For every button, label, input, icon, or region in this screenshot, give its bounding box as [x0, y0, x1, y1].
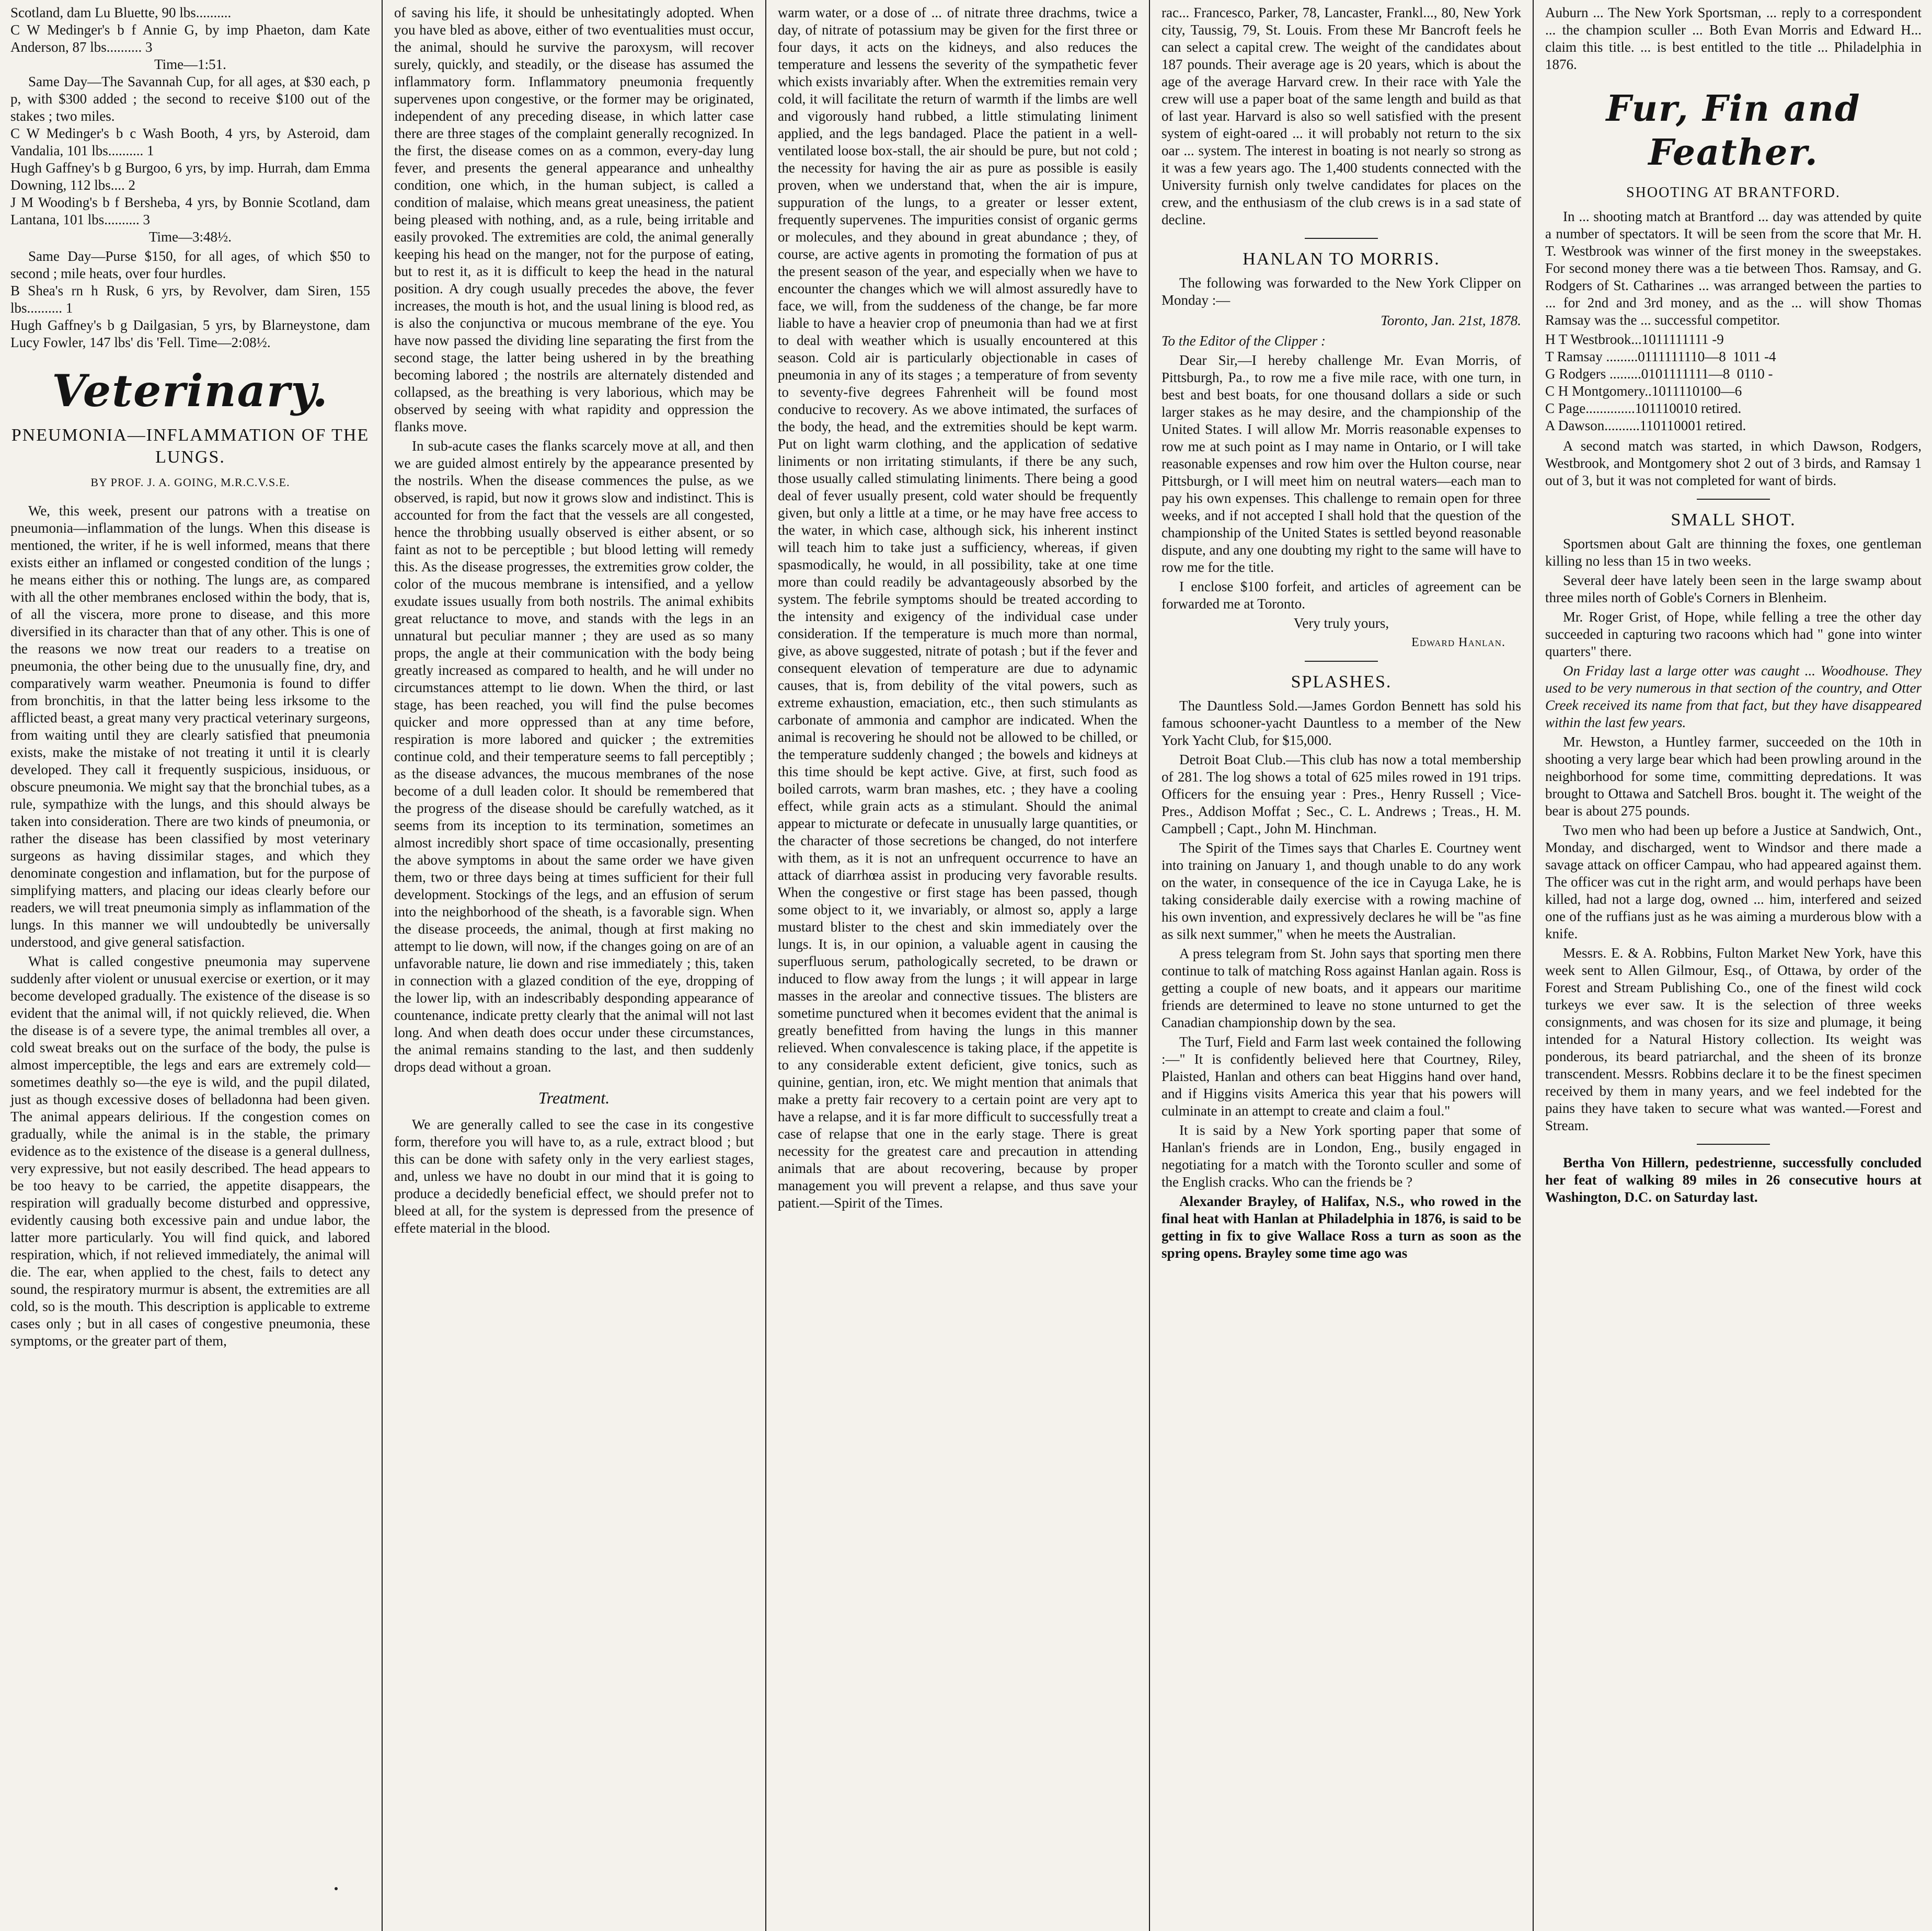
shooting-heading: SHOOTING AT BRANTFORD.	[1626, 185, 1841, 201]
small-shot-item: Bertha Von Hillern, pedestrienne, successfully concluded her feat of walking 89 miles in 26 consecutive hours at Washington, D.C. on Saturday last.	[1545, 1155, 1922, 1205]
race-entry: Same Day—The Savannah Cup, for all ages, at $30 each, p p, with $300 added ; the second to receive $100 out of the stakes ; two miles.	[10, 74, 370, 124]
ink-speck	[335, 1887, 338, 1890]
small-shot-item: Messrs. E. & A. Robbins, Fulton Market New York, have this week sent to Allen Gilmour, Esq., of Ottawa, by order of the Forest and Stream Publishing Co., one of the finest wild cock turkeys we ever saw. It is the selection of three weeks consignments, and was chosen for its size and plumage, it being intended for a Natural History collection. Its weight was ponderous, its beard patriarchal, and the sheen of its bronze transcendent. Messrs. Robbins declare it to be the finest specimen received by them in many years, and we feel indebted for the pains they have taken to secure what was wanted.—Forest and Stream.	[1545, 945, 1922, 1133]
score-row: A Dawson..........110110001 retired.	[1545, 418, 1746, 433]
column-rule	[765, 0, 766, 1931]
race-entry: C W Medinger's b c Wash Booth, 4 yrs, by Asteroid, dam Vandalia, 101 lbs.......... 1	[10, 125, 370, 158]
article-byline: BY PROF. J. A. GOING, M.R.C.V.S.E.	[90, 476, 290, 489]
column-rule	[1533, 0, 1534, 1931]
section-divider	[1697, 1144, 1770, 1145]
race-entry: Hugh Gaffney's b g Dailgasian, 5 yrs, by Blarneystone, dam Lucy Fowler, 147 lbs' dis 'Fell. Time—2:08½.	[10, 317, 370, 350]
race-time: Time—3:48½.	[148, 229, 232, 245]
small-shot-heading: SMALL SHOT.	[1671, 510, 1796, 530]
splash-item: Alexander Brayley, of Halifax, N.S., who rowed in the final heat with Hanlan at Philadelphia in 1876, is said to be getting in fix to give Wallace Ross a turn as soon as the spring opens. Brayley some time ago was	[1162, 1193, 1521, 1261]
race-result-line: C W Medinger's b f Annie G, by imp Phaeton, dam Kate Anderson, 87 lbs.......... 3	[10, 22, 370, 55]
splash-item: The Spirit of the Times says that Charles E. Courtney went into training on January 1, and though unable to do any work on the water, in consequence of the ice in Cayuga Lake, he is taking considerable daily exercise with a rowing machine of his own invention, and expressively declares he will be "as fine as silk next summer," when he meets the Australian.	[1162, 840, 1521, 942]
score-row: C H Montgomery..1011110100—6	[1545, 383, 1742, 399]
splash-item: The Dauntless Sold.—James Gordon Bennett has sold his famous schooner-yacht Dauntless to a member of the New York Yacht Club, for $15,000.	[1162, 698, 1521, 748]
article-paragraph: In sub-acute cases the flanks scarcely move at all, and then we are guided almost entirely by the appearance presented by the nostrils. When the disease commences the pulse, as we observed, is rapid, but now it grows slow and indistinct. This is accounted for from the fact that the vessels are all congested, hence the throbbing usually observed is either absent, or so faint as not to be perceptible ; but blood letting will remedy this. As the disease progresses, the extremities grow colder, the color of the mucous membrane is intensified, and a yellow exudate issues usually from both nostrils. The animal exhibits great reluctance to move, and stands with the legs in an unnatural but peculiar manner ; they are used as so many props, the angle at their communication with the body being greatly increased as compared to health, and he will under no circumstances attempt to lie down. When the third, or last stage, has been reached, you will find the pulse becomes quicker and more oppressed than at any time before, respiration is more labored and quicker ; the extremities continue cold, and their temperature seems to fall perceptibly ; as the disease advances, the mucous membranes of the nose become of a dull leaden color. It should be remembered that the progress of the disease should be carefully watched, as it seems from its inception to its termination, sometimes an almost incredibly short space of time occasionally, presenting the above symptoms in about the same order we have given them, two or three days being at times sufficient for their full development. Stockings of the legs, and an effusion of serum into the neighborhood of the sheath, is a favorable sign. When the disease proceeds, the animal, though at first making no attempt to lie down, will now, if the changes going on are of an unfavorable nature, lie down and rise immediately ; this, taken in connection with a glazed condition of the eye, dropping of the lower lip, with an indescribably desponding appearance of countenance, indicate pretty clearly that the animal will not last long. And when death does occur under these circumstances, the animal remains standing to the last, and then suddenly drops dead without a groan.	[394, 438, 754, 1075]
hanlan-intro: The following was forwarded to the New York Clipper on Monday :—	[1162, 275, 1521, 308]
column-rule	[1149, 0, 1150, 1931]
race-time: Time—1:51.	[154, 56, 226, 72]
race-entry: Hugh Gaffney's b g Burgoo, 6 yrs, by imp. Hurrah, dam Emma Downing, 112 lbs.... 2	[10, 160, 370, 193]
department-heading-fur-fin-feather: Fur, Fin and Feather.	[1606, 88, 1861, 174]
score-row: G Rodgers .........0101111111—8 0110 -	[1545, 366, 1773, 382]
article-title: PNEUMONIA—INFLAMMATION OF THE LUNGS.	[11, 426, 370, 467]
shooting-paragraph: A second match was started, in which Dawson, Rodgers, Westbrook, and Montgomery shot 2 out of 3 birds, and Ramsay 1 out of 3, but it was not completed for want of birds.	[1545, 438, 1922, 488]
race-results	[10, 73, 370, 351]
race-entry: B Shea's rn h Rusk, 6 yrs, by Revolver, dam Siren, 155 lbs.......... 1	[10, 283, 370, 316]
hanlan-dateline: Toronto, Jan. 21st, 1878.	[1381, 313, 1521, 328]
hanlan-heading: HANLAN TO MORRIS.	[1243, 249, 1440, 269]
small-shot-item: Several deer have lately been seen in the large swamp about three miles north of Goble's Corners in Blenheim.	[1545, 572, 1922, 605]
hanlan-closing: Very truly yours,	[1293, 615, 1389, 631]
small-shot-item: Sportsmen about Galt are thinning the foxes, one gentleman killing no less than 15 in two weeks.	[1545, 536, 1922, 569]
small-shot-item: Two men who had been up before a Justice at Sandwich, Ont., Monday, and discharged, went to Windsor and there made a savage attack on officer Campau, who had appeared against them. The officer was cut in the right arm, and would perhaps have been killed, had not a large dog, owned ... him, interfered and seized one of the ruffians just as he was aiming a murderous blow with a knife.	[1545, 822, 1922, 941]
column-2	[384, 0, 764, 1931]
section-divider	[1697, 499, 1770, 500]
treatment-subheading: Treatment.	[538, 1088, 610, 1107]
column-rule	[382, 0, 383, 1931]
race-results-top	[10, 4, 370, 73]
department-heading-veterinary: Veterinary.	[52, 365, 329, 417]
column-1	[0, 0, 381, 1931]
score-row: H T Westbrook...1011111111 -9	[1545, 331, 1724, 347]
article-paragraph: of saving his life, it should be unhesitatingly adopted. When you have bled as above, either of two eventualities must occur, the animal, should he survive the paroxysm, will recover surely, quickly, and steadily, or the disease has assumed the inflammatory form. Inflammatory pneumonia frequently supervenes upon congestive, or the former may be originated, independent of any preceding disease, in which latter case there are three stages of the complaint generally recognized. In the first, the disease comes on as a common, every-day lung fever, and presents the general appearance and unhealthy condition, one which, in the human subject, is called a condition of malaise, which means great uneasiness, the patient being pleased with nothing, and, as a rule, being irritable and easily provoked. The extremities are cold, the animal generally keeping his head on the manger, not for the purpose of eating, but to rest it, as it is difficult to keep the head in the natural position. A dry cough usually precedes the above, the fever increases, the mouth is hot, and the usual lining is blood red, as is also the conjunctiva or mucous membrane of the eye. You have now passed the dividing line separating the first from the second stage, the latter being ushered in by the breathing becoming labored ; the nostrils are alternately distended and collapsed, as the breathing is very laborious, which may be observed by seeing with what rapidity and oppression the flanks move.	[394, 5, 754, 434]
hanlan-salutation: To the Editor of the Clipper :	[1162, 333, 1326, 349]
column-5	[1535, 0, 1932, 1931]
shooting-paragraph: In ... shooting match at Brantford ... day was attended by quite a number of spectators. It will be seen from the score that Mr. H. T. Westbrook was winner of the first money in the sweepstakes. For second money there was a tie between Thos. Ramsay, and G. Rodgers of St. Catharines ... was arranged between the parties to ... for 2nd and 3rd money, and as the ... will show Thomas Ramsay was the ... successful competitor.	[1545, 209, 1922, 328]
section-divider	[1305, 238, 1378, 239]
hanlan-signature: Edward Hanlan.	[1411, 636, 1505, 649]
sportsman-paragraph: Auburn ... The New York Sportsman, ... reply to a correspondent ... the champion sculler ... Both Evan Morris and Edward H... claim this title. ... is best entitled to the title ... Philadelphia in 1876.	[1545, 5, 1922, 72]
section-divider	[1305, 661, 1378, 662]
article-paragraph: warm water, or a dose of ... of nitrate three drachms, twice a day, of nitrate of potassium may be given for the first three or four days, it acts on the kidneys, and also reduces the temperature and lessens the severity of the sympathetic fever which exists invariably after. When the extremities remain very cold, it will facilitate the return of warmth if the limbs are well and vigorously hand rubbed, a little stimulating liniment applied, and the legs bandaged. Place the patient in a well-ventilated loose box-stall, the air should be pure, but not cold ; the necessity for having the air as pure as possible is easily proven, when we understand that, when the air is impure, suppuration of the lungs, to a greater or lesser extent, frequently supervenes. The impurities consist of organic germs or molecules, and they abound in great abundance ; they, of course, are active agents in promoting the formation of pus at the present season of the year, and especially when we have to encounter the changes which we will almost assuredly have to face, we will, from the suddeness of the change, be far more liable to have a heavier crop of pneumonia than had we at first to deal with weather which is usually encountered at this season. Cold air is particularly objectionable in cases of pneumonia in any of its stages ; a temperature of from seventy to seventy-five degrees Fahrenheit will be found most conducive to recovery. As we above intimated, the surfaces of the body, the head, and the extremities should be kept warm. Put on light warm clothing, and the application of sedative liniments or non irritating stimulants, if there be any such, those usually called stimulating liniments. There being a good deal of fever usually present, cold water should be frequently given, but only a little at a time, or he may have free access to the water, in which case, although sick, his inherent instinct will teach him to take just a sufficiency, whereas, if given spasmodically, he would, in all possibility, take at one time more than could readily be advantageously absorbed by the system. The febrile symptoms should be treated according to the intensity and exigency of the individual case under consideration. If the temperature is much more than normal, give, as above suggested, nitrate of potash ; but if the fever and consequent elevation of temperature are due to adynamic causes, that is, from debility of the vital powers, such as extreme exhaustion, emaciation, etc., then such stimulants as carbonate of ammonia and camphor are indicated. When the animal is recovering he should not be allowed to be chilled, or the temperature suddenly changed ; the bowels and kidneys at this time should be kept active. Give, at first, such food as boiled carrots, warm bran mashes, etc. ; they have a cooling effect, while grain acts as a stimulant. Should the animal appear to micturate or defecate in unusually large quantities, or the character of those secretions be changed, do not interfere with them, as it is not an unfrequent occurrence to have an attack of diarrhœa assist in producing very favorable results. When the congestive or first stage has been passed, though some object to it, we invariably, or almost so, apply a large mustard blister to the chest and skin immediately over the lungs. It is, in our opinion, a valuable agent in causing the superfluous serum, pathologically secreted, to be drawn or induced to flow away from the lungs ; it will appear in large masses in the areolar and connective tissues. The blisters are sometime punctured when it becomes evident that the animal is greatly benefitted from having the lungs in this manner relieved. When convalescence is taking place, if the appetite is to any considerable extent deficient, give tonics, such as quinine, gentian, iron, etc. We might mention that animals that make a pretty fair recovery to a certain point are very apt to have a relapse, and it is far more difficult to successfully treat a case of relapse that one in the early stage. There is great necessity for the greatest care and precaution in attending animals that are about recovering, because by proper management you will prevent a relapse, and thus save your patient.—Spirit of the Times.	[778, 5, 1137, 1211]
race-entry: Same Day—Purse $150, for all ages, of which $50 to second ; mile heats, over four hurdles.	[10, 248, 370, 281]
column-4	[1151, 0, 1532, 1931]
hanlan-letter: Dear Sir,—I hereby challenge Mr. Evan Morris, of Pittsburgh, Pa., to row me a five mile race, with one turn, in best and best boats, for one thousand dollars a side or such larger stakes as he may desire, and the championship of the United States. I will allow Mr. Morris reasonable expenses to row me at such point as I may name in Ontario, or I will take reasonable expenses and row him over the Hulton course, near Pittsburgh, or I will meet him on neutral waters—each man to pay his own expenses. This challenge to remain open for three weeks, and if not accepted I shall hold that the question of the championship of the United States is settled beyond reasonable dispute, and any one doubting my right to the same will have to row me for the title.	[1162, 352, 1521, 575]
score-row: C Page..............101110010 retired.	[1545, 400, 1742, 416]
small-shot-item: On Friday last a large otter was caught ... Woodhouse. They used to be very numerous in that section of the country, and Otter Creek received its name from that fact, but they have disappeared within the last few years.	[1545, 663, 1922, 730]
article-paragraph: We are generally called to see the case in its congestive form, therefore you will have to, as a rule, extract blood ; but this can be done with safety only in the very earliest stages, and, unless we have no doubt in our mind that it is going to produce a decidedly beneficial effect, we should prefer not to bleed at all, for the system is depressed from the presence of effete material in the blood.	[394, 1117, 754, 1236]
column-3	[767, 0, 1148, 1931]
rowing-paragraph: rac... Francesco, Parker, 78, Lancaster, Frankl..., 80, New York city, Taussig, 79, St. Louis. From these Mr Bancroft feels he can select a capital crew. The weight of the candidates about 187 pounds. Their average age is 20 years, which is about the age of the average Harvard crew. In their race with Yale the crew will use a paper boat of the same length and build as that of last year. Harvard is also so well satisfied with the present system of eight-oared ... it will probably not return to the six oar ... system. The interest in boating is not nearly so strong as it was a few years ago. The 1,400 students connected with the University furnish only twelve candidates for places on the crew, and the enthusiasm of the club crews is in a sad state of decline.	[1162, 5, 1521, 227]
small-shot-item: Mr. Hewston, a Huntley farmer, succeeded on the 10th in shooting a very large bear which had been prowling around in the neighborhood for some time, committing depredations. It was brought to Ottawa and Satchell Bros. bought it. The weight of the bear is about 275 pounds.	[1545, 734, 1922, 819]
splashes-heading: SPLASHES.	[1291, 672, 1392, 692]
race-result-line: Scotland, dam Lu Bluette, 90 lbs..........	[10, 5, 232, 20]
shooting-scores	[1545, 331, 1922, 434]
small-shot-item: Mr. Roger Grist, of Hope, while felling a tree the other day succeeded in capturing two racoons which had " gone into winter quarters" there.	[1545, 609, 1922, 659]
score-row: T Ramsay .........0111111110—8 1011 -4	[1545, 349, 1776, 364]
splash-item: It is said by a New York sporting paper that some of Hanlan's friends are in London, Eng., busily engaged in negotiating for a match with the Toronto sculler and some of the English cracks. Who can the friends be ?	[1162, 1122, 1521, 1190]
article-paragraph: We, this week, present our patrons with a treatise on pneumonia—inflammation of the lungs. When this disease is mentioned, the writer, if he is well informed, means that there exists either an inflamed or congested condition of the lungs ; he means either this or nothing. The lungs are, as compared with all the other membranes enclosed within the body, that is, of all the viscera, more prone to disease, and this more diversified in its character than that of any other. This is one of the reasons we now treat our readers to a treatise on pneumonia, the other being due to the unusually fine, dry, and comparatively warm weather. Pneumonia is found to differ from bronchitis, in that the latter being less irksome to the afflicted beast, a great many very practical veterinary surgeons, from waiting until they are clearly satisfied that pneumonia exists, make the mistake of not treating it until it is clearly developed. They call it frequently suspicious, insiduous, or obscure pneumonia. We might say that the bronchial tubes, as a rule, sympathize with the lungs, and this should always be taken into consideration. There are two kinds of pneumonia, or rather the disease has been classified by most veterinary surgeons as having dissimilar stages, and which they denominate congestion and inflamation, but for the purpose of simplifying matters, and placing our ideas clearly before our readers, we will treat pneumonia simply as inflammation of the lungs. In this manner we will undoubtedly be universally understood, and give general satisfaction.	[10, 503, 370, 950]
hanlan-enclose: I enclose $100 forfeit, and articles of agreement can be forwarded me at Toronto.	[1162, 579, 1521, 612]
article-paragraph: What is called congestive pneumonia may supervene suddenly after violent or unusual exercise or exertion, or it may become developed gradually. The existence of the disease is so evident that the animal will, if not quickly relieved, die. When the disease is of a severe type, the animal trembles all over, a cold sweat breaks out on the surface of the body, the pulse is almost imperceptible, the legs and ears are extremely cold—sometimes deathly so—the eye is wild, and the pupil dilated, just as though excessive doses of belladonna had been given. The animal appears delirious. If the congestion comes on gradually, while the animal is in the stable, the primary evidence as to the existence of the disease is a general dullness, very expressive, but not easily described. The head appears to be too heavy to be carried, the appetite disappears, the respiration will gradually become disturbed and oppressive, evidently causing both excessive pain and undue labor, the latter more particularly. You will find quick, and labored respiration, which, if not relieved immediately, the animal will die. The ear, when applied to the chest, fails to detect any sound, the respiratory murmur is absent, the extremities are all cold, so is the mouth. This description is applicable to extreme cases only ; but in all cases of congestive pneumonia, these symptoms, or the greater part of them,	[10, 953, 370, 1349]
splash-item: A press telegram from St. John says that sporting men there continue to talk of matching Ross against Hanlan again. Ross is getting a couple of new boats, and it appears our maritime friends are determined to leave no stone unturned to get the Canadian championship down by the sea.	[1162, 946, 1521, 1030]
race-entry: J M Wooding's b f Bersheba, 4 yrs, by Bonnie Scotland, dam Lantana, 101 lbs.......... 3	[10, 194, 370, 227]
splash-item: Detroit Boat Club.—This club has now a total membership of 281. The log shows a total of 625 miles rowed in 191 trips. Officers for the ensuing year : Pres., Henry Russell ; Vice-Pres., Addison Moffat ; Sec., C. L. Andrews ; Treas., H. M. Campbell ; Capt., John M. Hinchman.	[1162, 752, 1521, 836]
splash-item: The Turf, Field and Farm last week contained the following :—" It is confidently believed here that Courtney, Riley, Plaisted, Hanlan and others can beat Higgins hand over hand, and if Higgins visits America this year that his powers will culminate in an attempt to create and claim a foul."	[1162, 1034, 1521, 1119]
